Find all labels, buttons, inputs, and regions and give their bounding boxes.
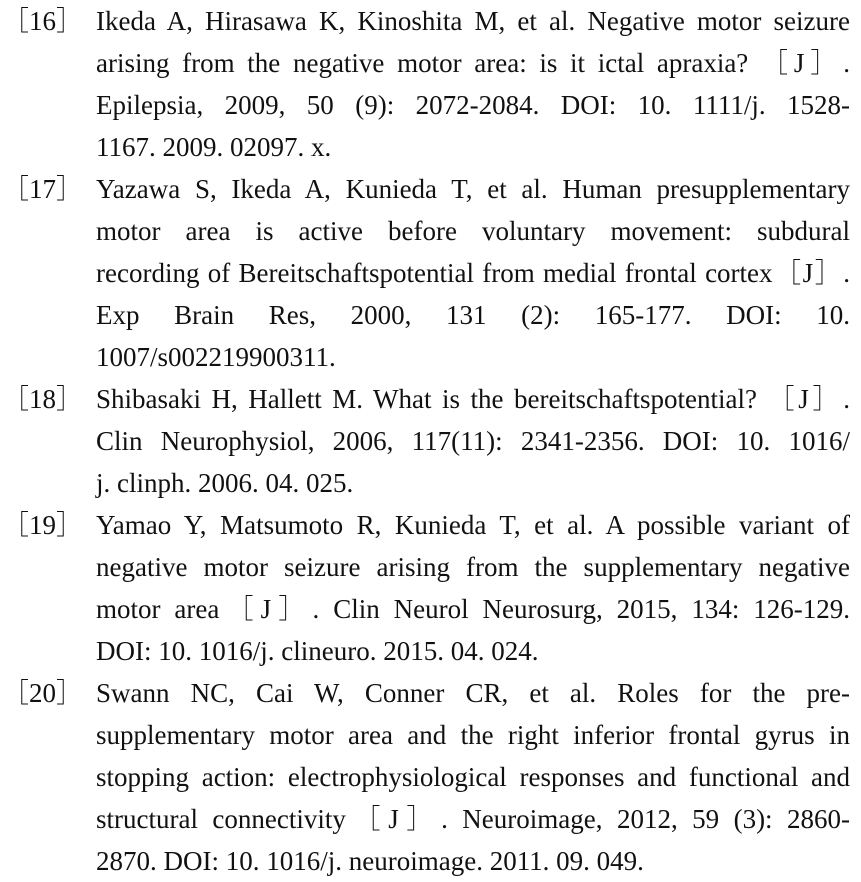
reference-number: ［18］	[2, 384, 83, 414]
reference-line: Shibasaki H, Hallett M. What is the bereitschaftspotential? ［J］.	[96, 384, 850, 414]
reference-line: 1007/s002219900311.	[96, 342, 336, 372]
reference-line: DOI: 10. 1016/j. clineuro. 2015. 04. 024.	[96, 636, 539, 666]
reference-line: Yamao Y, Matsumoto R, Kunieda T, et al. A possible variant of	[96, 510, 850, 540]
reference-line: Ikeda A, Hirasawa K, Kinoshita M, et al. Negative motor seizure	[96, 6, 850, 36]
reference-line: 1167. 2009. 02097. x.	[96, 132, 332, 162]
reference-line: Swann NC, Cai W, Conner CR, et al. Roles for the pre-	[96, 678, 850, 708]
reference-line: Yazawa S, Ikeda A, Kunieda T, et al. Human presupplementary	[96, 174, 850, 204]
reference-line: motor area［J］. Clin Neurol Neurosurg, 2015, 134: 126-129.	[96, 594, 850, 624]
reference-line: Exp Brain Res, 2000, 131 (2): 165-177. DOI: 10.	[96, 300, 850, 330]
reference-line: 2870. DOI: 10. 1016/j. neuroimage. 2011. 09. 049.	[96, 846, 644, 876]
reference-number: ［16］	[2, 6, 83, 36]
reference-line: negative motor seizure arising from the supplementary negative	[96, 552, 850, 582]
reference-line: supplementary motor area and the right inferior frontal gyrus in	[96, 720, 850, 750]
reference-line: motor area is active before voluntary movement: subdural	[96, 216, 850, 246]
reference-line: structural connectivity［J］. Neuroimage, 2012, 59 (3): 2860-	[96, 804, 850, 834]
reference-line: Clin Neurophysiol, 2006, 117(11): 2341-2356. DOI: 10. 1016/	[96, 426, 850, 456]
reference-line: Epilepsia, 2009, 50 (9): 2072-2084. DOI: 10. 1111/j. 1528-	[96, 90, 850, 120]
reference-line: j. clinph. 2006. 04. 025.	[96, 468, 354, 498]
reference-number: ［19］	[2, 510, 83, 540]
reference-line: recording of Bereitschaftspotential from medial frontal cortex［J］.	[96, 258, 850, 288]
reference-line: stopping action: electrophysiological responses and functional and	[96, 762, 850, 792]
reference-number: ［20］	[2, 678, 83, 708]
reference-line: arising from the negative motor area: is it ictal apraxia? ［J］.	[96, 48, 850, 78]
reference-number: ［17］	[2, 174, 83, 204]
